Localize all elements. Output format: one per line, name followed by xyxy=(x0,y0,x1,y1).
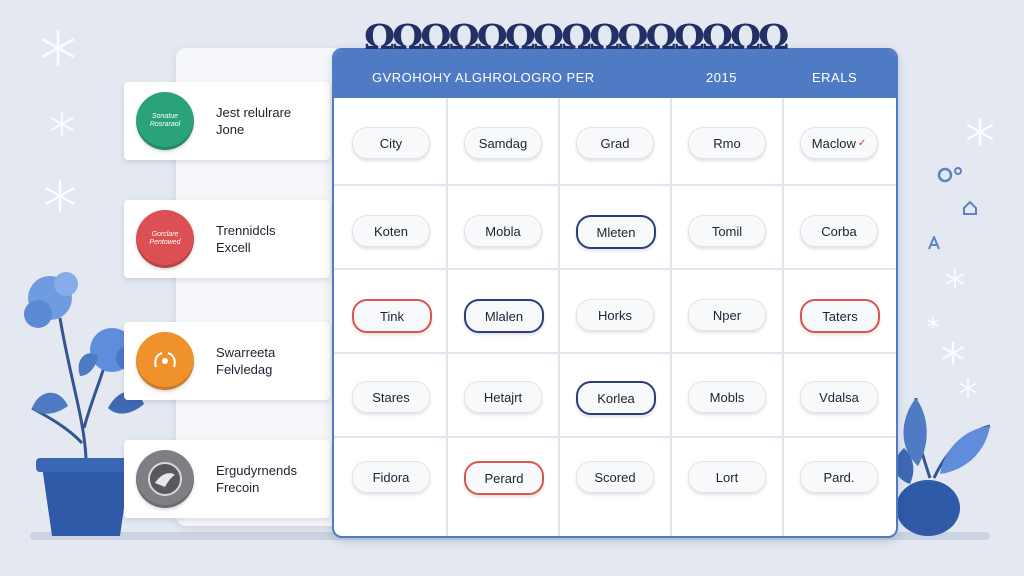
grid-line xyxy=(334,436,896,438)
cell-label: Maclow xyxy=(811,135,856,151)
cell-label: Pard. xyxy=(823,469,855,485)
cell-label: Korlea xyxy=(597,390,635,406)
cell-label: Corba xyxy=(821,223,857,239)
grid-line xyxy=(334,352,896,354)
potted-plant-icon xyxy=(890,388,1000,543)
board-cell[interactable] xyxy=(800,299,880,333)
cell-label: Rmo xyxy=(713,135,741,151)
letter-a-icon xyxy=(928,236,940,255)
board-cell[interactable] xyxy=(800,215,878,247)
cell-label: Grad xyxy=(600,135,630,151)
board-cell[interactable] xyxy=(800,461,878,493)
stamp-badge-icon xyxy=(136,210,194,268)
grid-line xyxy=(334,184,896,186)
card-line1: Ergudyrnends xyxy=(216,463,297,478)
calendar-board xyxy=(332,48,898,538)
cell-label: Mobla xyxy=(485,223,521,239)
card-line1: Jest relulrare xyxy=(216,105,292,120)
gear-icon xyxy=(936,164,966,191)
snowflake-icon xyxy=(944,268,966,290)
cell-label: Scored xyxy=(594,469,636,485)
card-line2: Frecoin xyxy=(216,480,260,495)
board-cell[interactable] xyxy=(688,461,766,493)
snowflake-icon xyxy=(926,316,940,330)
board-cell[interactable] xyxy=(576,381,656,415)
cell-label: Koten xyxy=(374,223,408,239)
cell-label: Mobls xyxy=(709,389,745,405)
leaf-badge-icon xyxy=(136,92,194,150)
sidebar-card-label xyxy=(216,462,326,496)
sidebar-card-label xyxy=(216,344,326,378)
snowflake-icon xyxy=(940,340,966,366)
board-cell[interactable] xyxy=(688,215,766,247)
spiral-binding-title xyxy=(360,14,860,64)
board-cell[interactable] xyxy=(576,215,656,249)
board-cell[interactable] xyxy=(576,299,654,331)
cell-label: Taters xyxy=(822,308,858,324)
card-line2: Jone xyxy=(216,122,245,137)
sidebar-card[interactable] xyxy=(124,82,330,160)
board-cell[interactable] xyxy=(688,381,766,413)
board-cell[interactable] xyxy=(352,381,430,413)
snowflake-icon xyxy=(38,28,78,68)
sidebar-card[interactable] xyxy=(124,322,330,400)
snowflake-icon xyxy=(48,110,76,138)
check-mark-icon: ✓ xyxy=(857,137,867,149)
bird-icon xyxy=(145,459,185,499)
grid-line xyxy=(558,98,560,536)
board-cell[interactable] xyxy=(576,127,654,159)
cell-label: Lort xyxy=(715,469,739,485)
board-cell[interactable] xyxy=(688,127,766,159)
sidebar-card[interactable] xyxy=(124,440,330,518)
badge-text: Gorclare Pentowed xyxy=(149,231,181,246)
cell-label: Vdalsa xyxy=(819,389,859,405)
grid-line xyxy=(446,98,448,536)
board-cell[interactable] xyxy=(352,127,430,159)
board-title: ΩΩΩΩΩΩΩΩΩΩΩΩΩΩΩ xyxy=(364,17,787,58)
board-cell[interactable] xyxy=(464,381,542,413)
cell-label: Mlalen xyxy=(484,308,524,324)
grid-line xyxy=(334,268,896,270)
header-col-1: GVROHOHY ALGHROLOGRO PER xyxy=(372,70,595,85)
sidebar-card[interactable] xyxy=(124,200,330,278)
board-cell[interactable] xyxy=(576,461,654,493)
board-cell[interactable] xyxy=(464,461,544,495)
cell-label: City xyxy=(379,135,403,151)
bird-badge-icon xyxy=(136,450,194,508)
sidebar-card-label xyxy=(216,222,326,256)
snowflake-icon xyxy=(42,178,78,214)
card-line2: Excell xyxy=(216,240,251,255)
card-line1: Trennidcls xyxy=(216,223,276,238)
cell-label: Fidora xyxy=(372,469,410,485)
cell-label: Nper xyxy=(712,307,742,323)
cell-label: Mleten xyxy=(596,224,636,240)
sidebar-card-label xyxy=(216,104,326,138)
cell-label: Stares xyxy=(372,389,410,405)
laurel-icon xyxy=(150,351,180,371)
board-cell[interactable] xyxy=(800,381,878,413)
card-line1: Swarreeta xyxy=(216,345,276,360)
board-cell[interactable] xyxy=(464,215,542,247)
grid-line xyxy=(782,98,784,536)
grid-line xyxy=(670,98,672,536)
board-cell[interactable] xyxy=(352,299,432,333)
header-col-3: ERALS xyxy=(812,70,858,85)
board-cell[interactable] xyxy=(464,127,542,159)
board-cell[interactable] xyxy=(352,215,430,247)
board-cell[interactable] xyxy=(800,127,878,159)
board-cell[interactable] xyxy=(352,461,430,493)
cell-label: Horks xyxy=(598,307,632,323)
board-cell[interactable] xyxy=(464,299,544,333)
cell-label: Hetajrt xyxy=(483,389,523,405)
board-cell[interactable] xyxy=(688,299,766,331)
card-line2: Felvledag xyxy=(216,362,273,377)
snowflake-icon xyxy=(964,116,996,148)
header-col-2: 2015 xyxy=(706,70,737,85)
cell-label: Tomil xyxy=(711,223,743,239)
laurel-badge-icon xyxy=(136,332,194,390)
cell-label: Tink xyxy=(379,308,405,324)
badge-text: Sonatue Rosraraol xyxy=(149,113,181,128)
house-icon xyxy=(962,200,978,221)
cell-label: Perard xyxy=(484,470,524,486)
cell-label: Samdag xyxy=(478,135,528,151)
